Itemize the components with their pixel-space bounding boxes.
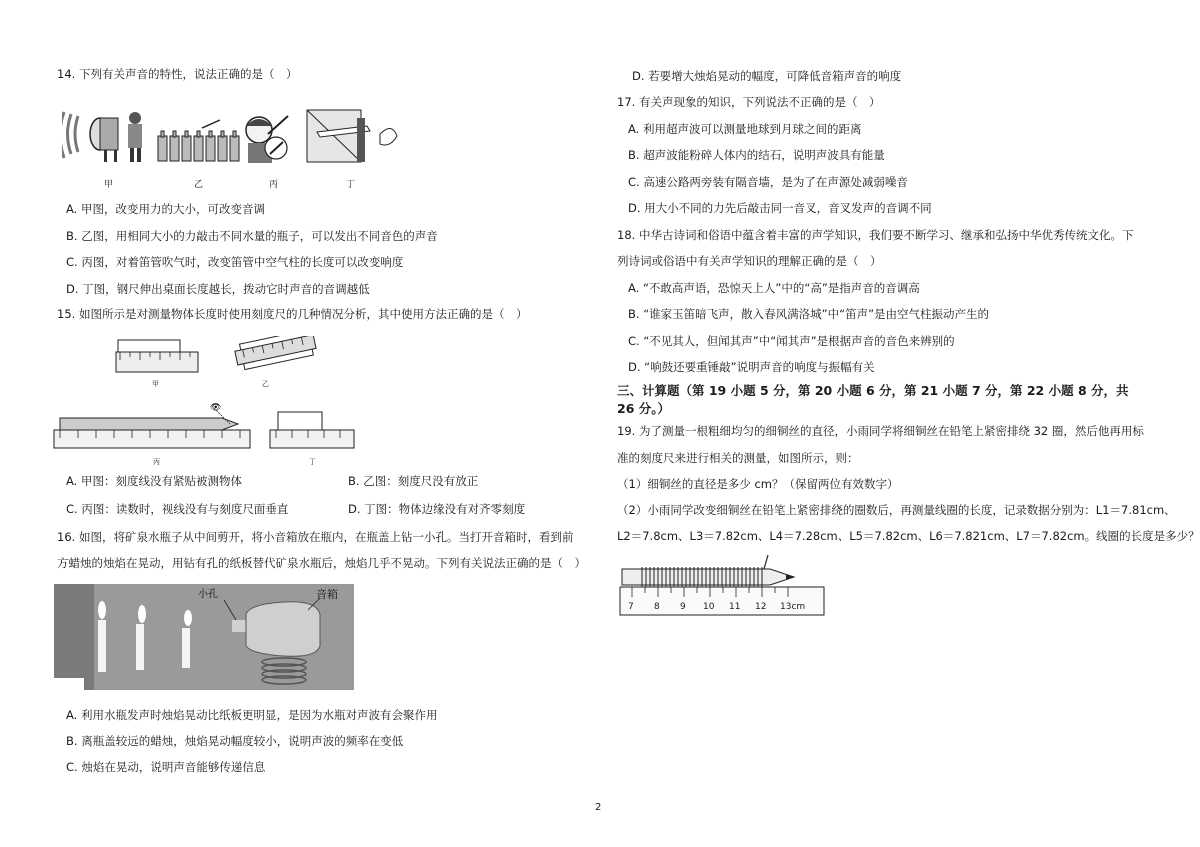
- q16-label-small-hole: 小孔: [198, 589, 218, 600]
- q19-stem-line2: 准的刻度尺来进行相关的测量，如图所示，则：: [617, 451, 859, 465]
- q15-ruler-bing-and-ding: [52, 396, 362, 454]
- q18-stem-line2: 列诗词或俗语中有关声学知识的理解正确的是（ ）: [617, 254, 882, 268]
- q15-label-bing: 丙: [153, 458, 160, 466]
- bottles-illustration: [158, 120, 239, 161]
- q15-ruler-jia-and-yi: [110, 336, 360, 378]
- steel-ruler-illustration: [307, 110, 397, 162]
- q18-option-b: B. “谁家玉笛暗飞声，散入春风满洛城”中“笛声”是由空气柱振动产生的: [628, 307, 990, 321]
- q14-label-yi: 乙: [194, 180, 204, 190]
- q16-option-b: B. 离瓶盖较远的蜡烛，烛焰晃动幅度较小，说明声波的频率在变低: [66, 734, 404, 748]
- q19-ruler-tick-12: 12: [755, 602, 767, 612]
- q15-label-jia: 甲: [152, 380, 159, 388]
- q15-option-d: D. 丁图：物体边缘没有对齐零刻度: [348, 502, 526, 516]
- q14-option-b: B. 乙图，用相同大小的力敲击不同水量的瓶子，可以发出不同音色的声音: [66, 229, 438, 243]
- q17-option-d: D. 用大小不同的力先后敲击同一音叉，音叉发声的音调不同: [628, 201, 932, 215]
- q14-label-bing: 丙: [269, 180, 279, 190]
- q17-option-b: B. 超声波能粉碎人体内的结石，说明声波具有能量: [628, 148, 885, 162]
- q16-option-d: D. 若要增大烛焰晃动的幅度，可降低音箱声音的响度: [632, 69, 902, 83]
- q19-stem-line1: 19. 为了测量一根粗细均匀的细铜丝的直径，小雨同学将细铜丝在铅笔上紧密排绕 32 圈，然后他再用标: [617, 424, 1144, 438]
- q14-stem: 14. 下列有关声音的特性，说法正确的是（ ）: [57, 67, 298, 81]
- q16-stem-line1: 16. 如图，将矿泉水瓶子从中间剪开，将小音箱放在瓶内，在瓶盖上钻一小孔。当打开音箱时，看到前: [57, 530, 574, 544]
- svg-text:👁: 👁: [210, 403, 222, 413]
- flute-illustration: [246, 116, 288, 163]
- section-3-title-line2: 26 分。）: [617, 401, 670, 416]
- q18-option-a: A. “不敢高声语，恐惊天上人”中的“高”是指声音的音调高: [628, 281, 920, 295]
- q17-option-a: A. 利用超声波可以测量地球到月球之间的距离: [628, 122, 862, 136]
- q19-ruler-tick-9: 9: [680, 602, 686, 612]
- q15-label-ding: 丁: [309, 458, 316, 466]
- q19-sub-question-1: （1）细铜丝的直径是多少 cm？（保留两位有效数字）: [617, 477, 899, 491]
- section-3-title-line1: 三、计算题（第 19 小题 5 分，第 20 小题 6 分，第 21 小题 7 分，第 22 小题 8 分，共: [617, 383, 1129, 398]
- page-number: 2: [595, 802, 602, 813]
- q16-option-a: A. 利用水瓶发声时烛焰晃动比纸板更明显，是因为水瓶对声波有会聚作用: [66, 708, 438, 722]
- q19-ruler-tick-11: 11: [729, 602, 741, 612]
- q16-candle-photo: [54, 584, 354, 690]
- q14-option-a: A. 甲图，改变用力的大小，可改变音调: [66, 202, 265, 216]
- q19-sub-question-2-line1: （2）小雨同学改变细铜丝在铅笔上紧密排绕的圈数后，再测量线圈的长度，记录数据分别为：L1＝7.81cm、: [617, 503, 1176, 517]
- q18-stem-line1: 18. 中华古诗词和俗语中蕴含着丰富的声学知识，我们要不断学习、继承和弘扬中华优秀传统文化。下: [617, 228, 1134, 242]
- q15-stem: 15. 如图所示是对测量物体长度时使用刻度尺的几种情况分析，其中使用方法正确的是（ ）: [57, 307, 528, 321]
- q15-label-yi: 乙: [262, 380, 269, 388]
- q14-label-jia: 甲: [104, 180, 114, 190]
- q15-option-c: C. 丙图：读数时，视线没有与刻度尺面垂直: [66, 502, 289, 516]
- q17-stem: 17. 有关声现象的知识，下列说法不正确的是（ ）: [617, 95, 881, 109]
- q18-option-c: C. “不见其人，但闻其声”中“闻其声”是根据声音的音色来辨别的: [628, 334, 955, 348]
- q14-option-c: C. 丙图，对着笛管吹气时，改变笛管中空气柱的长度可以改变响度: [66, 255, 404, 269]
- q19-sub-question-2-line2: L2＝7.8cm、L3＝7.82cm、L4＝7.28cm、L5＝7.82cm、L6＝7.821cm、L7＝7.82cm。线圈的长度是多少？: [617, 529, 1200, 543]
- q19-ruler-tick-8: 8: [654, 602, 660, 612]
- q18-option-d: D. “响鼓还要重锤敲”说明声音的响度与振幅有关: [628, 360, 875, 374]
- q15-option-b: B. 乙图：刻度尺没有放正: [348, 474, 479, 488]
- q16-stem-line2: 方蜡烛的烛焰在晃动，用钻有孔的纸板替代矿泉水瓶后，烛焰几乎不晃动。下列有关说法正确的是（ ）: [57, 556, 586, 570]
- q19-ruler-tick-7: 7: [628, 602, 634, 612]
- q16-label-speaker: 音箱: [316, 588, 338, 601]
- q16-option-c: C. 烛焰在晃动，说明声音能够传递信息: [66, 760, 266, 774]
- q19-ruler-tick-10: 10: [703, 602, 715, 612]
- drum-illustration: [62, 112, 142, 162]
- q17-option-c: C. 高速公路两旁装有隔音墙，是为了在声源处减弱噪音: [628, 175, 908, 189]
- q19-ruler-tick-13cm: 13cm: [780, 602, 806, 612]
- q15-option-a: A. 甲图：刻度线没有紧贴被测物体: [66, 474, 242, 488]
- q14-option-d: D. 丁图，钢尺伸出桌面长度越长，拨动它时声音的音调越低: [66, 282, 370, 296]
- q14-label-ding: 丁: [346, 180, 356, 190]
- q14-figure: [62, 104, 412, 166]
